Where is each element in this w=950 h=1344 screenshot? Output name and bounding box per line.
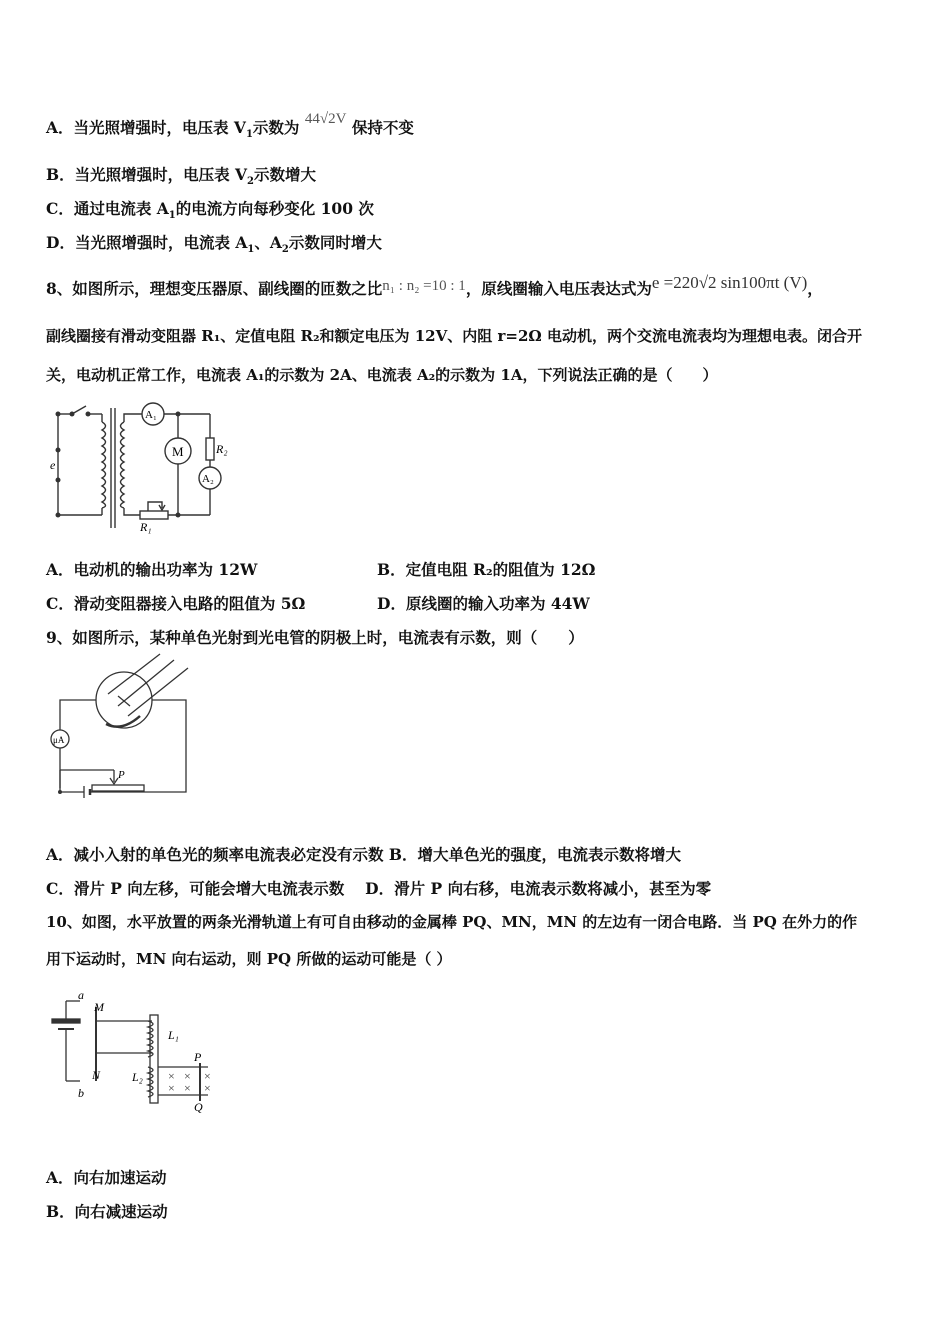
q10-option-b: B．向右减速运动 — [46, 1202, 168, 1221]
q9-options-cd: C．滑片 P 向左移，可能会增大电流表示数 D．滑片 P 向右移，电流表示数将减小，甚至为零 — [46, 879, 712, 898]
fig8-a1-label: A₁ — [145, 409, 157, 421]
q8-option-c: C．滑动变阻器接入电路的阻值为 5Ω — [46, 594, 306, 613]
fig10-b-label: b — [78, 1086, 84, 1100]
q9-options-ab: A．减小入射的单色光的频率电流表必定没有示数 B．增大单色光的强度，电流表示数将增大 — [46, 845, 682, 864]
field-cross: × — [204, 1069, 211, 1083]
q7-option-b: B．当光照增强时，电压表 $V_2$示数增大 — [46, 165, 317, 188]
fig9-microammeter-label: μA — [53, 735, 65, 745]
q9-photocell-circuit-figure — [48, 650, 208, 820]
fig10-l1-label: L₁ — [168, 1028, 179, 1042]
field-cross: × — [168, 1081, 175, 1095]
field-cross: × — [184, 1081, 191, 1095]
q10-option-a: A．向右加速运动 — [46, 1168, 167, 1187]
q8-option-b: B．定值电阻 R₂的阻值为 12Ω — [377, 560, 596, 579]
q9-stem: 9、如图所示，某种单色光射到光电管的阴极上时，电流表有示数，则（ ） — [46, 628, 584, 647]
q10-stem-line1: 10、如图，水平放置的两条光滑轨道上有可自由移动的金属棒 PQ、MN，MN 的左边有一闭合电路．当 PQ 在外力的作 — [46, 913, 858, 931]
fig8-r2-label: R₂ — [216, 442, 228, 456]
fig10-m-label: M — [94, 1000, 104, 1014]
fig8-a2-label: A₂ — [202, 473, 214, 485]
field-cross: × — [168, 1069, 175, 1083]
q7-option-c: C．通过电流表 $A_1$的电流方向每秒变化 100 次 — [46, 199, 374, 222]
fig8-motor-label: M — [172, 444, 184, 459]
q7-option-d: D．当光照增强时，电流表 $A_1$、$A_2$示数同时增大 — [46, 233, 382, 256]
fig9-p-label: P — [118, 769, 125, 781]
field-cross: × — [184, 1069, 191, 1083]
q7-option-a: A．当光照增强时，电压表 $V_1$示数为 44√2V 保持不变 — [46, 111, 414, 141]
fig8-r1-label: R₁ — [140, 520, 152, 534]
fig10-l2-label: L₂ — [132, 1070, 143, 1084]
q10-stem-line2: 用下运动时，MN 向右运动，则 PQ 所做的运动可能是（ ） — [46, 950, 452, 968]
fig10-n-label: N — [92, 1068, 101, 1082]
field-cross: × — [204, 1081, 211, 1095]
q8-option-a: A．电动机的输出功率为 12W — [46, 560, 258, 579]
fig8-e-label: e — [50, 458, 56, 472]
q8-stem-line3: 关，电动机正常工作，电流表 A₁的示数为 2A、电流表 A₂的示数为 1A，下列说法正确的是（ ） — [46, 366, 718, 384]
q8-transformer-circuit-figure — [44, 400, 228, 535]
q8-stem-line2: 副线圈接有滑动变阻器 R₁、定值电阻 R₂和额定电压为 12V、内阻 r=2Ω 电动机，两个交流电流表均为理想电表。闭合开 — [46, 327, 862, 345]
q7-voltage-math: 44√2V — [304, 111, 347, 127]
fig10-a-label: a — [78, 988, 84, 1002]
q8-stem-line1: 8、如图所示，理想变压器原、副线圈的匝数之比n₁ : n₂ =10 : 1，原线圈输入电压表达式为e =220√2 sin100πt (V)， — [46, 273, 823, 298]
fig10-p-label: P — [194, 1050, 202, 1064]
fig10-q-label: Q — [194, 1100, 203, 1114]
q10-rails-coil-figure — [44, 985, 224, 1120]
q8-option-d: D．原线圈的输入功率为 44W — [377, 594, 590, 613]
